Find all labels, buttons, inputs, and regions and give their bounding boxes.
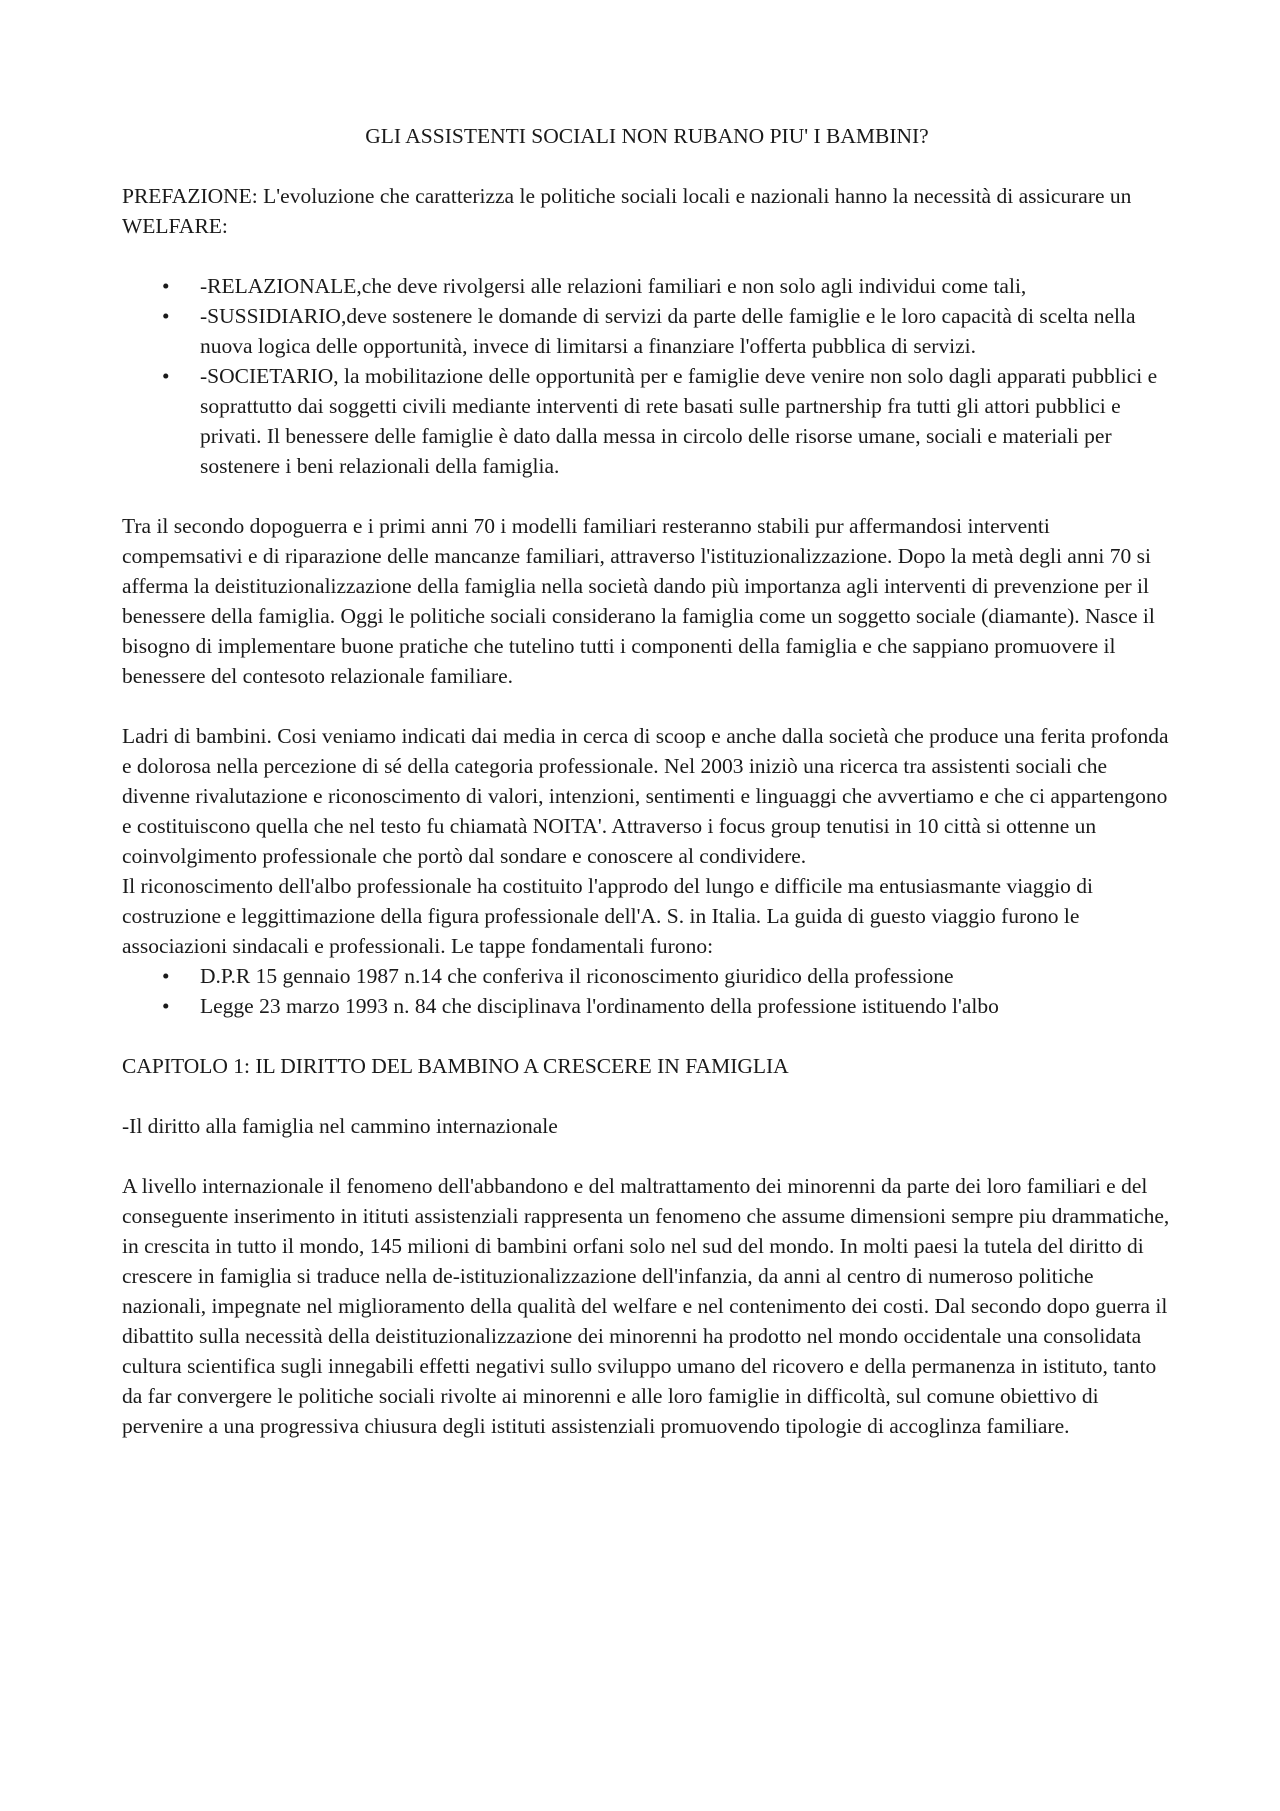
document-body	[122, 121, 1172, 1441]
section-title: -Il diritto alla famiglia nel cammino internazionale	[122, 1114, 558, 1138]
ladri-paragraph: Ladri di bambini. Cosi veniamo indicati dai media in cerca di scoop e anche dalla società che produce una ferita profonda e dolorosa nella percezione di sé della categoria professionale. Nel 2003 iniziò una ricerca tra assistenti sociali che divenne rivalutazione e riconoscimento di valori, intenzioni, sentimenti e linguaggi che avvertiamo e che ci appartengono e costituiscono quella che nel testo fu chiamatà NOITA'. Attraverso i focus group tenutisi in 10 città si ottenne un coinvolgimento professionale che portò dal sondare e conoscere al condividere.	[122, 724, 1169, 868]
albo-paragraph: Il riconoscimento dell'albo professionale ha costituito l'approdo del lungo e difficile ma entusiasmante viaggio di costruzione e leggittimazione della figura professionale dell'A. S. in Italia. La guida di guesto viaggio furono le associazioni sindacali e professionali. Le tappe fondamentali furono:	[122, 874, 1094, 958]
spacer	[122, 1021, 1172, 1051]
milestone-item-dpr: • D.P.R 15 gennaio 1987 n.14 che conferiva il riconoscimento giuridico della professione	[122, 961, 1172, 991]
spacer	[122, 481, 1172, 511]
welfare-list	[122, 271, 1172, 481]
milestones-list	[122, 961, 1172, 1021]
spacer	[122, 1081, 1172, 1111]
document-title: GLI ASSISTENTI SOCIALI NON RUBANO PIU' I BAMBINI?	[365, 124, 929, 148]
spacer	[122, 691, 1172, 721]
milestone-item-legge: • Legge 23 marzo 1993 n. 84 che disciplinava l'ordinamento della professione istituendo l'albo	[122, 991, 1172, 1021]
welfare-item-societario: • -SOCIETARIO, la mobilitazione delle opportunità per e famiglie deve venire non solo dagli apparati pubblici e soprattutto dai soggetti civili mediante interventi di rete basati sulle partnership fra tutti gli attori pubblici e privati. Il benessere delle famiglie è dato dalla messa in circolo delle risorse umane, sociali e materiali per sostenere i beni relazionali della famiglia.	[122, 361, 1172, 481]
chapter-title: CAPITOLO 1: IL DIRITTO DEL BAMBINO A CRESCERE IN FAMIGLIA	[122, 1054, 789, 1078]
spacer	[122, 241, 1172, 271]
welfare-item-sussidiario: • -SUSSIDIARIO,deve sostenere le domande di servizi da parte delle famiglie e le loro capacità di scelta nella nuova logica delle opportunità, invece di limitarsi a finanziare l'offerta pubblica di servizi.	[122, 301, 1172, 361]
preface-paragraph: PREFAZIONE: L'evoluzione che caratterizza le politiche sociali locali e nazionali hanno la necessità di assicurare un WELFARE:	[122, 184, 1132, 238]
welfare-item-relazionale: • -RELAZIONALE,che deve rivolgersi alle relazioni familiari e non solo agli individui come tali,	[122, 271, 1172, 301]
international-paragraph: A livello internazionale il fenomeno dell'abbandono e del maltrattamento dei minorenni da parte dei loro familiari e del conseguente inserimento in itituti assistenziali rappresenta un fenomeno che assume dimensioni sempre piu drammatiche, in crescita in tutto il mondo, 145 milioni di bambini orfani solo nel sud del mondo. In molti paesi la tutela del diritto di crescere in famiglia si traduce nella de-istituzionalizzazione dell'infanzia, da anni al centro di numeroso politiche nazionali, impegnate nel miglioramento della qualità del welfare e nel contenimento dei costi. Dal secondo dopo guerra il dibattito sulla necessità della deistituzionalizzazione dei minorenni ha prodotto nel mondo occidentale una consolidata cultura scientifica sugli innegabili effetti negativi sullo sviluppo umano del ricovero e della permanenza in istituto, tanto da far convergere le politiche sociali rivolte ai minorenni e alle loro famiglie in difficoltà, sul comune obiettivo di pervenire a una progressiva chiusura degli istituti assistenziali promuovendo tipologie di accoglinza familiare.	[122, 1174, 1170, 1438]
history-paragraph: Tra il secondo dopoguerra e i primi anni 70 i modelli familiari resteranno stabili pur affermandosi interventi compemsativi e di riparazione delle mancanze familiari, attraverso l'istituzionalizzazione. Dopo la metà degli anni 70 si afferma la deistituzionalizzazione della famiglia nella società dando più importanza agli interventi di prevenzione per il benessere della famiglia. Oggi le politiche sociali considerano la famiglia come un soggetto sociale (diamante). Nasce il bisogno di implementare buone pratiche che tutelino tutti i componenti della famiglia e che sappiano promuovere il benessere del contesoto relazionale familiare.	[122, 514, 1155, 688]
spacer	[122, 1141, 1172, 1171]
